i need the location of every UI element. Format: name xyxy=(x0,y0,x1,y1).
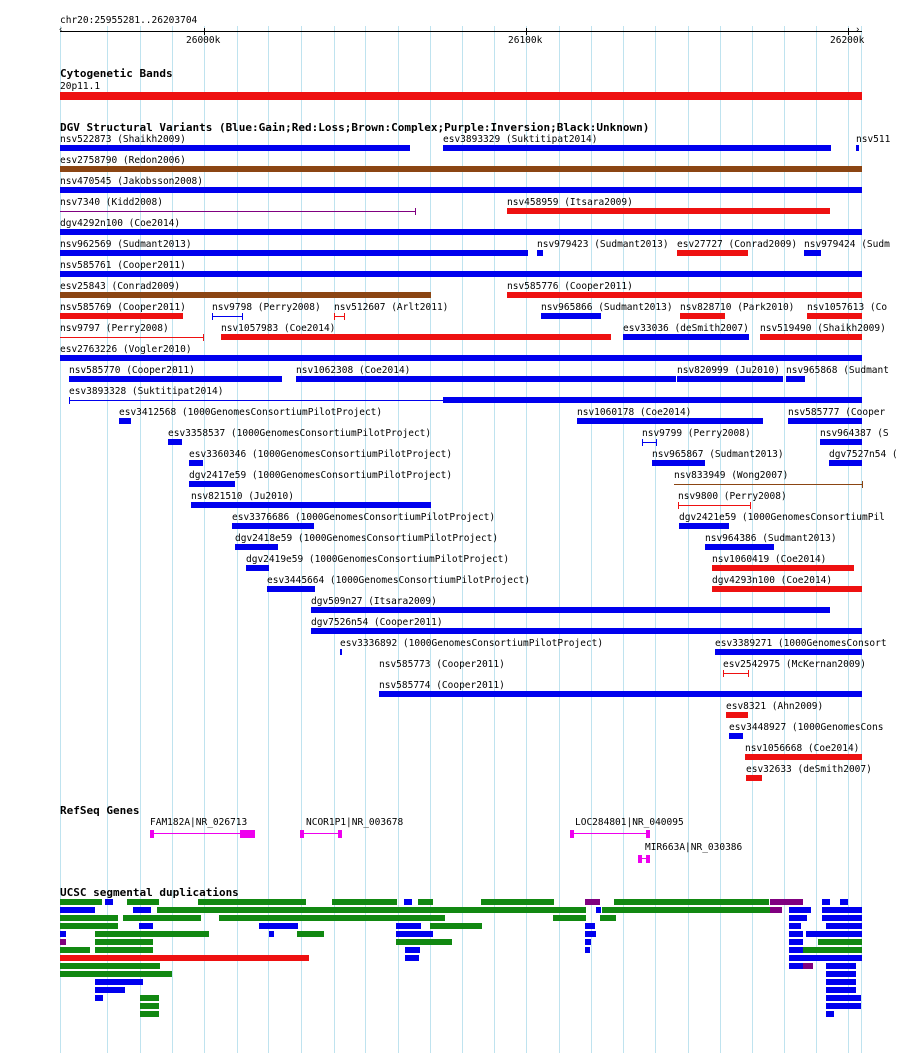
dgv-feature-line[interactable] xyxy=(60,337,203,338)
dgv-feature-label: nsv458959 (Itsara2009) xyxy=(507,197,633,208)
segdup-feature[interactable] xyxy=(198,899,306,905)
segdup-feature[interactable] xyxy=(396,923,421,929)
dgv-feature-bar[interactable] xyxy=(235,544,278,550)
gene-label: FAM182A|NR_026713 xyxy=(150,817,248,828)
dgv-feature-bar[interactable] xyxy=(60,313,183,319)
dgv-feature-label: dgv7527n54 ( xyxy=(829,449,898,460)
dgv-feature-end xyxy=(748,670,749,677)
dgv-feature-label: esv33036 (deSmith2007) xyxy=(623,323,749,334)
segdup-feature[interactable] xyxy=(430,923,482,929)
dgv-feature-end xyxy=(750,502,751,509)
dgv-feature-bar[interactable] xyxy=(807,313,862,319)
dgv-feature-label: esv3358537 (1000GenomesConsortiumPilotProject) xyxy=(168,428,432,439)
dgv-feature-bar[interactable] xyxy=(623,334,749,340)
ruler-arrow-left: ‹ xyxy=(58,25,64,35)
grid-line xyxy=(559,26,560,1053)
segdup-feature[interactable] xyxy=(123,915,201,921)
segdup-feature[interactable] xyxy=(789,907,811,913)
dgv-feature-bar[interactable] xyxy=(60,250,528,256)
segdup-feature[interactable] xyxy=(60,899,102,905)
segdup-feature[interactable] xyxy=(95,931,209,937)
segdup-feature[interactable] xyxy=(826,1003,861,1009)
dgv-feature-end xyxy=(212,313,213,320)
dgv-feature-bar[interactable] xyxy=(340,649,342,655)
segdup-feature[interactable] xyxy=(818,939,862,945)
segdup-feature[interactable] xyxy=(806,931,862,937)
dgv-feature-bar[interactable] xyxy=(189,481,235,487)
ruler-tick-label: 26000k xyxy=(186,35,221,46)
segdup-feature[interactable] xyxy=(840,899,848,905)
segdup-track-title: UCSC segmental duplications xyxy=(60,886,239,899)
dgv-feature-bar[interactable] xyxy=(820,439,862,445)
dgv-feature-bar[interactable] xyxy=(296,376,676,382)
dgv-feature-label: dgv2417e59 (1000GenomesConsortiumPilotProject) xyxy=(189,470,453,481)
segdup-feature[interactable] xyxy=(789,939,803,945)
dgv-feature-label: nsv512607 (Arlt2011) xyxy=(334,302,449,313)
dgv-feature-bar[interactable] xyxy=(191,502,431,508)
dgv-feature-bar[interactable] xyxy=(246,565,269,571)
ruler-tick-label: 26200k xyxy=(830,35,865,46)
segdup-feature[interactable] xyxy=(553,915,586,921)
dgv-feature-end xyxy=(723,670,724,677)
ruler-tick xyxy=(204,28,205,35)
dgv-feature-end xyxy=(69,397,70,404)
segdup-feature[interactable] xyxy=(405,947,420,953)
dgv-feature-end xyxy=(862,481,863,488)
segdup-feature[interactable] xyxy=(789,947,803,953)
dgv-feature-bar[interactable] xyxy=(715,649,862,655)
dgv-feature-end xyxy=(203,334,204,341)
dgv-feature-bar[interactable] xyxy=(729,733,743,739)
dgv-feature-label: nsv1057983 (Coe2014) xyxy=(221,323,336,334)
segdup-feature[interactable] xyxy=(297,931,324,937)
segdup-feature[interactable] xyxy=(60,939,66,945)
segdup-feature[interactable] xyxy=(95,947,153,953)
segdup-feature[interactable] xyxy=(826,979,856,985)
dgv-feature-label: esv3360346 (1000GenomesConsortiumPilotProject) xyxy=(189,449,453,460)
dgv-feature-bar[interactable] xyxy=(267,586,315,592)
segdup-feature[interactable] xyxy=(133,907,151,913)
ruler-tick xyxy=(848,28,849,35)
dgv-feature-bar[interactable] xyxy=(507,208,830,214)
dgv-feature-label: dgv2421e59 (1000GenomesConsortiumPil xyxy=(679,512,885,523)
dgv-feature-label: nsv585776 (Cooper2011) xyxy=(507,281,633,292)
grid-line xyxy=(861,26,862,1053)
dgv-feature-bar[interactable] xyxy=(232,523,314,529)
segdup-feature[interactable] xyxy=(803,955,862,961)
dgv-feature-label: nsv1060178 (Coe2014) xyxy=(577,407,692,418)
segdup-feature[interactable] xyxy=(585,899,600,905)
segdup-feature[interactable] xyxy=(219,915,445,921)
segdup-feature[interactable] xyxy=(826,1011,834,1017)
segdup-feature[interactable] xyxy=(600,915,616,921)
segdup-feature[interactable] xyxy=(259,923,298,929)
dgv-feature-label: esv32633 (deSmith2007) xyxy=(746,764,872,775)
segdup-feature[interactable] xyxy=(822,907,862,913)
segdup-feature[interactable] xyxy=(789,923,801,929)
segdup-feature[interactable] xyxy=(826,971,856,977)
dgv-feature-label: nsv511 xyxy=(856,134,891,145)
dgv-feature-bar[interactable] xyxy=(745,754,862,760)
dgv-feature-label: nsv585777 (Cooper xyxy=(788,407,886,418)
dgv-feature-bar[interactable] xyxy=(786,376,805,382)
dgv-feature-bar[interactable] xyxy=(856,145,859,151)
dgv-feature-line[interactable] xyxy=(678,505,750,506)
ruler-axis xyxy=(60,31,862,32)
dgv-feature-label: esv8321 (Ahn2009) xyxy=(726,701,824,712)
gene-exon[interactable] xyxy=(646,855,650,863)
dgv-feature-label: nsv1062308 (Coe2014) xyxy=(296,365,411,376)
dgv-feature-bar[interactable] xyxy=(760,334,862,340)
dgv-feature-bar[interactable] xyxy=(677,250,748,256)
dgv-feature-label: nsv965868 (Sudmant xyxy=(786,365,889,376)
dgv-feature-bar[interactable] xyxy=(652,460,705,466)
segdup-feature[interactable] xyxy=(803,963,813,969)
dgv-feature-bar[interactable] xyxy=(680,313,725,319)
gene-label: MIR663A|NR_030386 xyxy=(645,842,743,853)
segdup-feature[interactable] xyxy=(95,979,143,985)
dgv-feature-label: nsv519490 (Shaikh2009) xyxy=(760,323,886,334)
dgv-feature-label: esv25843 (Conrad2009) xyxy=(60,281,181,292)
dgv-feature-label: esv2542975 (McKernan2009) xyxy=(723,659,866,670)
dgv-feature-label: nsv962569 (Sudmant2013) xyxy=(60,239,192,250)
dgv-feature-end xyxy=(415,208,416,215)
gene-exon[interactable] xyxy=(338,830,342,838)
dgv-feature-bar[interactable] xyxy=(443,397,862,403)
dgv-feature-bar[interactable] xyxy=(60,271,862,277)
dgv-feature-bar[interactable] xyxy=(712,565,854,571)
dgv-feature-label: nsv965866 (Sudmant2013) xyxy=(541,302,673,313)
gene-exon[interactable] xyxy=(150,830,154,838)
dgv-feature-bar[interactable] xyxy=(788,418,862,424)
dgv-feature-bar[interactable] xyxy=(221,334,611,340)
dgv-feature-label: esv3893328 (Suktitipat2014) xyxy=(69,386,224,397)
segdup-feature[interactable] xyxy=(95,995,103,1001)
ruler-arrow-right: › xyxy=(855,25,861,35)
dgv-feature-label: nsv7340 (Kidd2008) xyxy=(60,197,163,208)
segdup-feature[interactable] xyxy=(60,963,160,969)
segdup-feature[interactable] xyxy=(127,899,159,905)
dgv-feature-label: dgv509n27 (Itsara2009) xyxy=(311,596,437,607)
dgv-feature-line[interactable] xyxy=(69,400,443,401)
segdup-feature[interactable] xyxy=(481,899,554,905)
segdup-feature[interactable] xyxy=(95,987,125,993)
dgv-feature-bar[interactable] xyxy=(60,145,410,151)
dgv-feature-label: esv2758790 (Redon2006) xyxy=(60,155,186,166)
gene-intron-line[interactable] xyxy=(570,833,650,834)
dgv-feature-line[interactable] xyxy=(212,316,242,317)
segdup-feature[interactable] xyxy=(396,931,433,937)
segdup-feature[interactable] xyxy=(140,1003,159,1009)
dgv-feature-bar[interactable] xyxy=(60,292,431,298)
segdup-feature[interactable] xyxy=(60,915,118,921)
dgv-feature-bar[interactable] xyxy=(189,460,203,466)
gene-exon[interactable] xyxy=(240,830,255,838)
dgv-feature-label: nsv9797 (Perry2008) xyxy=(60,323,169,334)
segdup-feature[interactable] xyxy=(826,963,856,969)
segdup-feature[interactable] xyxy=(770,899,803,905)
segdup-feature[interactable] xyxy=(60,971,172,977)
segdup-feature[interactable] xyxy=(614,899,769,905)
segdup-feature[interactable] xyxy=(269,931,274,937)
dgv-feature-bar[interactable] xyxy=(379,691,862,697)
dgv-feature-bar[interactable] xyxy=(69,376,282,382)
segdup-feature[interactable] xyxy=(396,939,452,945)
dgv-feature-label: dgv2419e59 (1000GenomesConsortiumPilotProject) xyxy=(246,554,510,565)
segdup-feature[interactable] xyxy=(60,907,95,913)
gene-exon[interactable] xyxy=(300,830,304,838)
dgv-feature-bar[interactable] xyxy=(677,376,783,382)
dgv-feature-bar[interactable] xyxy=(804,250,821,256)
dgv-feature-bar[interactable] xyxy=(537,250,543,256)
dgv-feature-end xyxy=(334,313,335,320)
grid-line xyxy=(848,26,849,1053)
dgv-feature-line[interactable] xyxy=(723,673,748,674)
dgv-feature-label: nsv979424 (Sudm xyxy=(804,239,890,250)
dgv-feature-label: nsv1056668 (Coe2014) xyxy=(745,743,860,754)
gene-label: LOC284801|NR_040095 xyxy=(575,817,684,828)
dgv-feature-label: dgv7526n54 (Cooper2011) xyxy=(311,617,443,628)
cytoband-label: 20p11.1 xyxy=(60,81,101,92)
segdup-feature[interactable] xyxy=(585,931,596,937)
segdup-feature[interactable] xyxy=(822,915,862,921)
dgv-feature-label: nsv522873 (Shaikh2009) xyxy=(60,134,186,145)
segdup-feature[interactable] xyxy=(105,899,113,905)
dgv-feature-label: nsv828710 (Park2010) xyxy=(680,302,795,313)
dgv-feature-label: nsv964386 (Sudmant2013) xyxy=(705,533,837,544)
segdup-feature[interactable] xyxy=(826,923,862,929)
dgv-feature-bar[interactable] xyxy=(829,460,862,466)
segdup-feature[interactable] xyxy=(157,907,586,913)
dgv-feature-bar[interactable] xyxy=(119,418,131,424)
dgv-feature-end xyxy=(242,313,243,320)
segdup-feature[interactable] xyxy=(585,939,591,945)
dgv-feature-bar[interactable] xyxy=(746,775,762,781)
gene-exon[interactable] xyxy=(570,830,574,838)
segdup-feature[interactable] xyxy=(789,931,803,937)
dgv-feature-label: nsv821510 (Ju2010) xyxy=(191,491,294,502)
dgv-feature-label: nsv585774 (Cooper2011) xyxy=(379,680,505,691)
cytoband-bar[interactable] xyxy=(60,92,862,100)
dgv-feature-bar[interactable] xyxy=(168,439,182,445)
dgv-feature-bar[interactable] xyxy=(60,166,862,172)
segdup-feature[interactable] xyxy=(789,915,807,921)
dgv-feature-label: nsv9799 (Perry2008) xyxy=(642,428,751,439)
dgv-feature-bar[interactable] xyxy=(311,607,830,613)
gene-exon[interactable] xyxy=(646,830,650,838)
dgv-feature-label: nsv585773 (Cooper2011) xyxy=(379,659,505,670)
segdup-feature[interactable] xyxy=(60,947,90,953)
dgv-feature-label: dgv4293n100 (Coe2014) xyxy=(712,575,833,586)
dgv-feature-label: nsv965867 (Sudmant2013) xyxy=(652,449,784,460)
segdup-feature[interactable] xyxy=(789,963,803,969)
dgv-feature-bar[interactable] xyxy=(507,292,862,298)
dgv-feature-label: dgv4292n100 (Coe2014) xyxy=(60,218,181,229)
dgv-feature-line[interactable] xyxy=(60,211,415,212)
segdup-feature[interactable] xyxy=(405,955,419,961)
dgv-feature-label: nsv585770 (Cooper2011) xyxy=(69,365,195,376)
ruler-tick-label: 26100k xyxy=(508,35,543,46)
dgv-feature-end xyxy=(656,439,657,446)
dgv-feature-bar[interactable] xyxy=(679,523,729,529)
dgv-feature-bar[interactable] xyxy=(577,418,763,424)
dgv-feature-label: esv3448927 (1000GenomesCons xyxy=(729,722,884,733)
dgv-feature-label: esv3389271 (1000GenomesConsort xyxy=(715,638,887,649)
dgv-feature-label: nsv9798 (Perry2008) xyxy=(212,302,321,313)
segdup-feature[interactable] xyxy=(770,907,782,913)
ruler-tick xyxy=(526,28,527,35)
segdup-feature[interactable] xyxy=(822,899,830,905)
dgv-feature-bar[interactable] xyxy=(443,145,831,151)
dgv-feature-bar[interactable] xyxy=(712,586,862,592)
segdup-feature[interactable] xyxy=(418,899,433,905)
dgv-track-title: DGV Structural Variants (Blue:Gain;Red:Loss;Brown:Complex;Purple:Inversion;Black:Unknown) xyxy=(60,121,650,134)
dgv-feature-end xyxy=(642,439,643,446)
segdup-feature[interactable] xyxy=(60,923,118,929)
segdup-feature[interactable] xyxy=(140,995,159,1001)
dgv-feature-label: nsv1060419 (Coe2014) xyxy=(712,554,827,565)
dgv-feature-end xyxy=(344,313,345,320)
dgv-feature-label: esv3893329 (Suktitipat2014) xyxy=(443,134,598,145)
segdup-feature[interactable] xyxy=(585,947,590,953)
dgv-feature-bar[interactable] xyxy=(311,628,862,634)
segdup-feature[interactable] xyxy=(826,987,856,993)
cytoband-track-title: Cytogenetic Bands xyxy=(60,67,173,80)
dgv-feature-label: esv3445664 (1000GenomesConsortiumPilotProject) xyxy=(267,575,531,586)
dgv-feature-label: nsv964387 (S xyxy=(820,428,889,439)
dgv-feature-label: esv2763226 (Vogler2010) xyxy=(60,344,192,355)
dgv-feature-line[interactable] xyxy=(642,442,656,443)
dgv-feature-bar[interactable] xyxy=(705,544,774,550)
segdup-feature[interactable] xyxy=(60,955,309,961)
dgv-feature-label: nsv470545 (Jakobsson2008) xyxy=(60,176,203,187)
gene-label: NCOR1P1|NR_003678 xyxy=(306,817,404,828)
segdup-feature[interactable] xyxy=(332,899,397,905)
segdup-feature[interactable] xyxy=(404,899,412,905)
dgv-feature-line[interactable] xyxy=(334,316,344,317)
dgv-feature-label: esv27727 (Conrad2009) xyxy=(677,239,798,250)
dgv-feature-label: nsv585769 (Cooper2011) xyxy=(60,302,186,313)
segdup-feature[interactable] xyxy=(585,923,595,929)
segdup-feature[interactable] xyxy=(803,947,862,953)
gene-intron-line[interactable] xyxy=(300,833,342,834)
dgv-feature-label: dgv2418e59 (1000GenomesConsortiumPilotProject) xyxy=(235,533,499,544)
locus-label: chr20:25955281..26203704 xyxy=(60,15,198,26)
dgv-feature-bar[interactable] xyxy=(60,355,862,361)
segdup-feature[interactable] xyxy=(95,939,153,945)
dgv-feature-bar[interactable] xyxy=(60,229,862,235)
segdup-feature[interactable] xyxy=(826,995,861,1001)
dgv-feature-label: nsv833949 (Wong2007) xyxy=(674,470,789,481)
segdup-feature[interactable] xyxy=(789,955,803,961)
dgv-feature-label: esv3376686 (1000GenomesConsortiumPilotProject) xyxy=(232,512,496,523)
dgv-feature-line[interactable] xyxy=(674,484,862,485)
dgv-feature-label: nsv979423 (Sudmant2013) xyxy=(537,239,669,250)
dgv-feature-bar[interactable] xyxy=(726,712,748,718)
dgv-feature-label: nsv820999 (Ju2010) xyxy=(677,365,780,376)
dgv-feature-label: esv3412568 (1000GenomesConsortiumPilotProject) xyxy=(119,407,383,418)
dgv-feature-label: nsv1057613 (Co xyxy=(807,302,888,313)
dgv-feature-bar[interactable] xyxy=(60,187,862,193)
refseq-track-title: RefSeq Genes xyxy=(60,804,140,817)
dgv-feature-label: esv3336892 (1000GenomesConsortiumPilotProject) xyxy=(340,638,604,649)
dgv-feature-bar[interactable] xyxy=(541,313,601,319)
segdup-feature[interactable] xyxy=(602,907,770,913)
segdup-feature[interactable] xyxy=(60,931,66,937)
dgv-feature-label: nsv9800 (Perry2008) xyxy=(678,491,787,502)
dgv-feature-label: nsv585761 (Cooper2011) xyxy=(60,260,186,271)
segdup-feature[interactable] xyxy=(139,923,153,929)
segdup-feature[interactable] xyxy=(140,1011,159,1017)
segdup-feature[interactable] xyxy=(596,907,601,913)
dgv-feature-end xyxy=(678,502,679,509)
gene-exon[interactable] xyxy=(638,855,642,863)
